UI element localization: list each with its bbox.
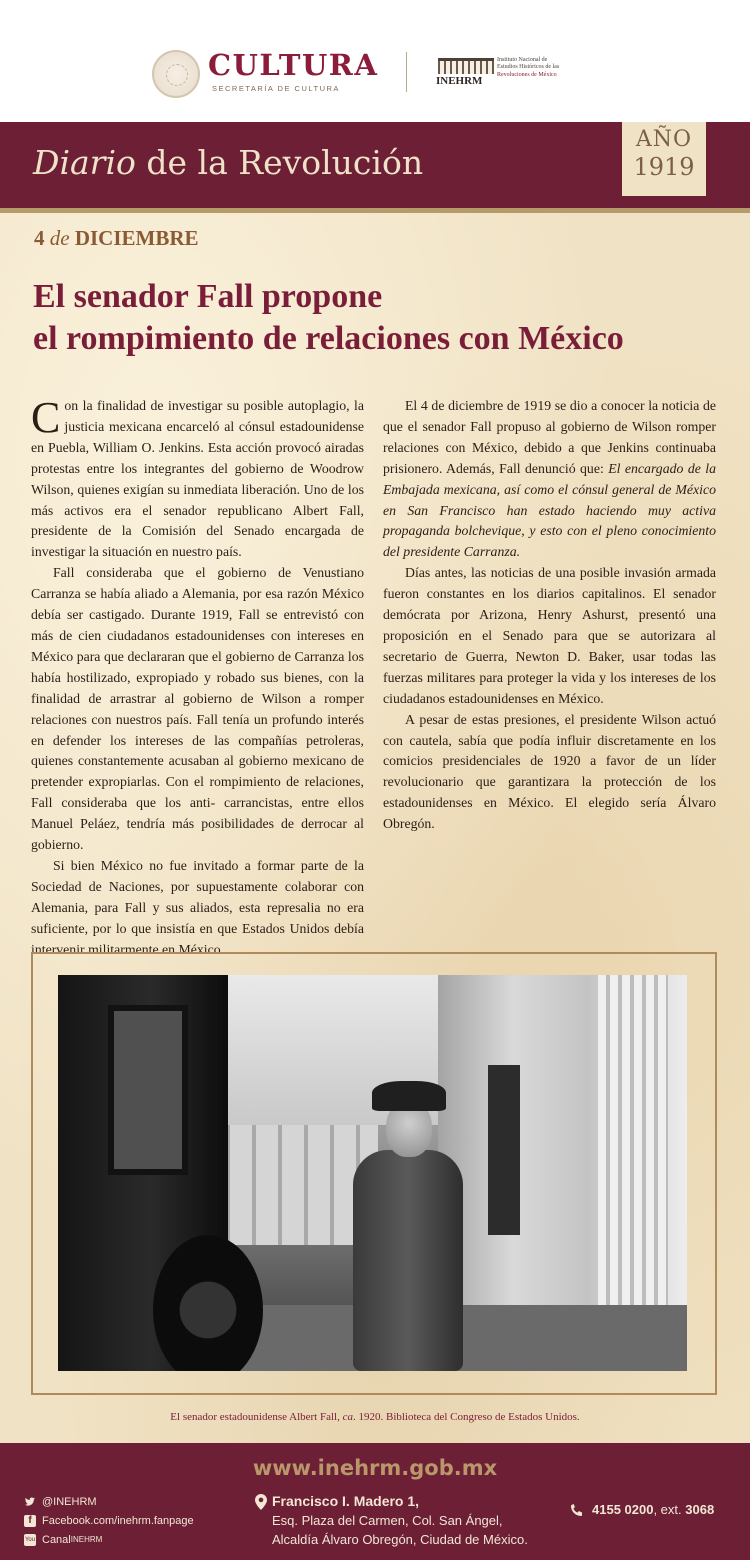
date-month: DICIEMBRE — [74, 226, 199, 250]
article-column-right — [383, 396, 716, 835]
cultura-subtitle: SECRETARÍA DE CULTURA — [212, 84, 340, 93]
header-divider — [406, 52, 407, 92]
photo-window — [488, 1065, 520, 1235]
inehrm-desc-line-1: Instituto Nacional de — [497, 57, 548, 63]
inehrm-logo-text: INEHRM — [436, 75, 483, 87]
inehrm-desc-line-3: Revoluciones de México — [497, 71, 557, 78]
location-pin-icon — [255, 1494, 267, 1510]
photo-car-tire — [153, 1235, 263, 1371]
article-paragraph-5: Días antes, las noticias de una posible invasión armada fueron constantes en los diarios capitalinos. El senador demócrata por Arizona, Henry Ashurst, presentó una proposición en el Senado para que se autorizara al secretario de Guerra, Newton D. Baker, usar todas las fuerzas militares para proteger la vida y los intereses de los ciudadanos estadounidenses en México. — [383, 565, 716, 706]
photo-caption — [0, 1411, 750, 1423]
historical-photo — [58, 975, 687, 1371]
youtube-icon: You — [24, 1534, 36, 1546]
social-links — [24, 1492, 194, 1549]
year-box — [622, 122, 706, 196]
address-city: Alcaldía Álvaro Obregón, Ciudad de México. — [272, 1532, 528, 1547]
article-headline — [33, 276, 733, 360]
youtube-link[interactable] — [24, 1530, 194, 1549]
cultura-logo-text: CULTURA — [208, 48, 379, 82]
twitter-handle: @INEHRM — [42, 1495, 97, 1508]
facebook-link[interactable] — [24, 1511, 194, 1530]
article-paragraph-6: A pesar de estas presiones, el presidente Wilson actuó con cautela, sabía que podía influir discretamente en los comicios presidenciales de 1920 a favor de un líder revolucionario que garantizara la protección de los estadounidenses en México. El elegido sería Álvaro Obregón. — [383, 711, 716, 832]
facebook-url: Facebook.com/inehrm.fanpage — [42, 1514, 194, 1527]
phone-number: 4155 0200 — [592, 1502, 654, 1517]
article-paragraph-2: Fall consideraba que el gobierno de Venustiano Carranza se había aliado a Alemania, por esa razón México debía ser castigado. Durante 1919, Fall se entrevistó con más de cien ciudadanos estadounidenses con intereses en México para que declararan que el gobierno de Carranza los había hostilizado, expropiado y robado sus bienes, con la finalidad de arrastrar al gobierno de Wilson a romper relaciones con nuestros país. Fall tenía un profundo interés en defender los intereses de las compañías petroleras, quienes constantemente acusaban al gobierno mexicano de pretender expropiarlas. Con el rompimiento de relaciones, Fall consideraba que los anti- carrancistas, entre ellos Manuel Peláez, tendría más posibilidades de derrocar al gobierno. — [31, 565, 364, 853]
top-header — [0, 0, 750, 122]
coat-of-arms-seal-icon — [152, 50, 200, 98]
address-neighborhood: Esq. Plaza del Carmen, Col. San Ángel, — [272, 1513, 503, 1528]
inehrm-building-icon — [438, 58, 494, 74]
phone-ext-label: , ext. — [653, 1502, 686, 1517]
caption-ca: ca — [342, 1411, 353, 1423]
paragraph-4-text: El 4 de diciembre de 1919 se dio a conocer la noticia de que el senador Fall propuso al gobierno de Wilson romper relaciones con México, debido a que Jenkins continuaba prisionero. Además, Fall denunció que: — [383, 398, 716, 476]
headline-line-2: el rompimiento de relaciones con México — [33, 320, 624, 357]
photo-man-body — [353, 1150, 463, 1371]
paragraph-4-quote: El encargado de la Embajada mexicana, así como el cónsul general de México en San Francisco han estado haciendo muy activa propaganda bolchevique, y esto con el pleno conocimiento del presidente Carranza. — [383, 460, 717, 560]
article-date — [34, 226, 199, 251]
footer-address — [255, 1492, 528, 1549]
headline-line-1: El senador Fall propone — [33, 278, 383, 315]
twitter-link[interactable] — [24, 1492, 194, 1511]
youtube-channel: INEHRM — [70, 1535, 103, 1544]
date-day: 4 — [34, 226, 45, 250]
twitter-icon — [24, 1496, 36, 1508]
article-paragraph-4 — [383, 396, 716, 563]
address-street: Francisco I. Madero 1, — [272, 1493, 420, 1509]
footer-phone[interactable] — [570, 1502, 714, 1517]
date-de: de — [49, 226, 70, 250]
phone-extension: 3068 — [685, 1502, 715, 1517]
year-number: 1919 — [633, 153, 695, 181]
phone-icon — [570, 1503, 584, 1517]
article-paragraph-3: Si bien México no fue invitado a formar parte de la Sociedad de Naciones, por supuestamente colaborar con Alemania, para Fall y sus aliados, esta represalia no era suficiente, por lo que insistía en que Estados Unidos debía intervenir militarmente en México. — [31, 857, 364, 957]
footer-website-link[interactable]: www.inehrm.gob.mx — [252, 1456, 498, 1480]
drop-cap: C — [31, 393, 61, 442]
diario-title — [33, 143, 423, 182]
year-label: AÑO — [635, 127, 693, 152]
photo-car-window — [108, 1005, 188, 1175]
paragraph-1-text: on la finalidad de investigar su posible autoplagio, la justicia mexicana encarceló al cónsul estadounidense en Puebla, William O. Jenkins. Esta acción provocó airadas protestas entre los integrantes del gobierno de Woodrow Wilson, quienes exigían su inmediata liberación. Uno de los más activos era el senador republicano Albert Fall, presidente de la Comisión del Senado encargada de investigar la situación en nuestro país. — [31, 398, 364, 560]
diario-title-italic: Diario — [33, 143, 136, 182]
diario-title-rest: de la Revolución — [135, 143, 424, 182]
photo-man-hat — [372, 1081, 446, 1111]
article-paragraph-1 — [31, 393, 364, 563]
youtube-label: Canal — [42, 1533, 71, 1546]
article-column-left — [31, 393, 364, 960]
inehrm-desc-line-2: Estudios Históricos de las — [497, 64, 560, 71]
inehrm-description — [497, 57, 577, 79]
caption-source: . 1920. Biblioteca del Congreso de Estados Unidos. — [352, 1411, 580, 1423]
facebook-icon: f — [24, 1515, 36, 1527]
caption-text: El senador estadounidense Albert Fall, — [170, 1411, 343, 1423]
